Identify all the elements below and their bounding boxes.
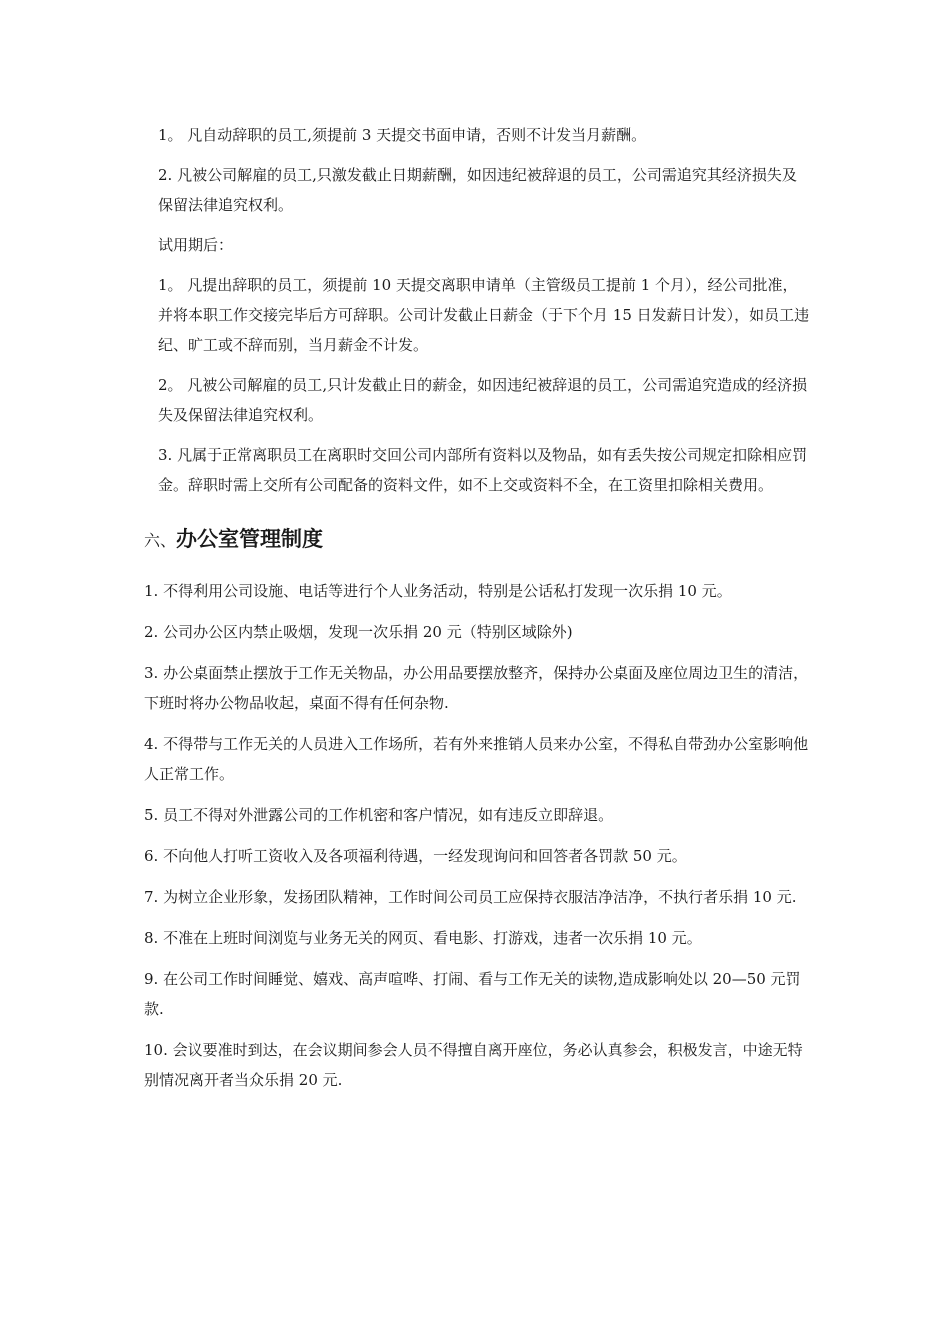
dismissal-clause-2: 2. 凡被公司解雇的员工,只激发截止日期薪酬，如因违纪被辞退的员工，公司需追究其经济损失及保留法律追究权利。 <box>158 166 797 214</box>
rule-item: 6. 不向他人打听工资收入及各项福利待遇，一经发现询问和回答者各罚款 50 元。 <box>144 847 687 865</box>
section-heading <box>144 522 810 558</box>
resignation-clause-1: 1。 凡自动辞职的员工,须提前 3 天提交书面申请，否则不计发当月薪酬。 <box>158 126 647 144</box>
post-probation-clause-3: 3. 凡属于正常离职员工在离职时交回公司内部所有资料以及物品，如有丢失按公司规定扣除相应罚金。辞职时需上交所有公司配备的资料文件，如不上交或资料不全，在工资里扣除相关费用。 <box>158 446 808 494</box>
rule-item: 7. 为树立企业形象，发扬团队精神，工作时间公司员工应保持衣服洁净洁净，不执行者乐捐 10 元. <box>144 888 797 906</box>
rule-item: 1. 不得利用公司设施、电话等进行个人业务活动，特别是公话私打发现一次乐捐 10 元。 <box>144 582 732 600</box>
post-probation-clause-1: 1。 凡提出辞职的员工，须提前 10 天提交离职申请单（主管级员工提前 1 个月），经公司批准，并将本职工作交接完毕后方可辞职。公司计发截止日薪金（于下个月 15 日发薪日计发），如员工违纪、旷工或不辞而别，当月薪金不计发。 <box>158 276 810 354</box>
rule-item: 3. 办公桌面禁止摆放于工作无关物品，办公用品要摆放整齐，保持办公桌面及座位周边卫生的清洁，下班时将办公物品收起，桌面不得有任何杂物. <box>144 664 809 712</box>
section-number: 六、 <box>144 531 177 550</box>
after-probation-label: 试用期后： <box>158 236 234 254</box>
rule-item: 5. 员工不得对外泄露公司的工作机密和客户情况，如有违反立即辞退。 <box>144 806 614 824</box>
post-probation-clause-2: 2。 凡被公司解雇的员工,只计发截止日的薪金，如因违纪被辞退的员工，公司需追究造成的经济损失及保留法律追究权利。 <box>158 376 808 424</box>
rule-item: 9. 在公司工作时间睡觉、嬉戏、高声喧哗、打闹、看与工作无关的读物,造成影响处以 20—50 元罚款. <box>144 970 801 1018</box>
rule-item: 2. 公司办公区内禁止吸烟，发现一次乐捐 20 元（特别区域除外) <box>144 623 573 641</box>
rule-item: 10. 会议要准时到达，在会议期间参会人员不得擅自离开座位，务必认真参会，积极发言，中途无特别情况离开者当众乐捐 20 元. <box>144 1041 803 1089</box>
rule-item: 8. 不准在上班时间浏览与业务无关的网页、看电影、打游戏，违者一次乐捐 10 元。 <box>144 929 702 947</box>
document-page <box>144 120 810 1106</box>
rules-list <box>144 576 810 1095</box>
section-title: 办公室管理制度 <box>176 527 324 551</box>
rule-item: 4. 不得带与工作无关的人员进入工作场所，若有外来推销人员来办公室，不得私自带劲办公室影响他人正常工作。 <box>144 735 809 783</box>
